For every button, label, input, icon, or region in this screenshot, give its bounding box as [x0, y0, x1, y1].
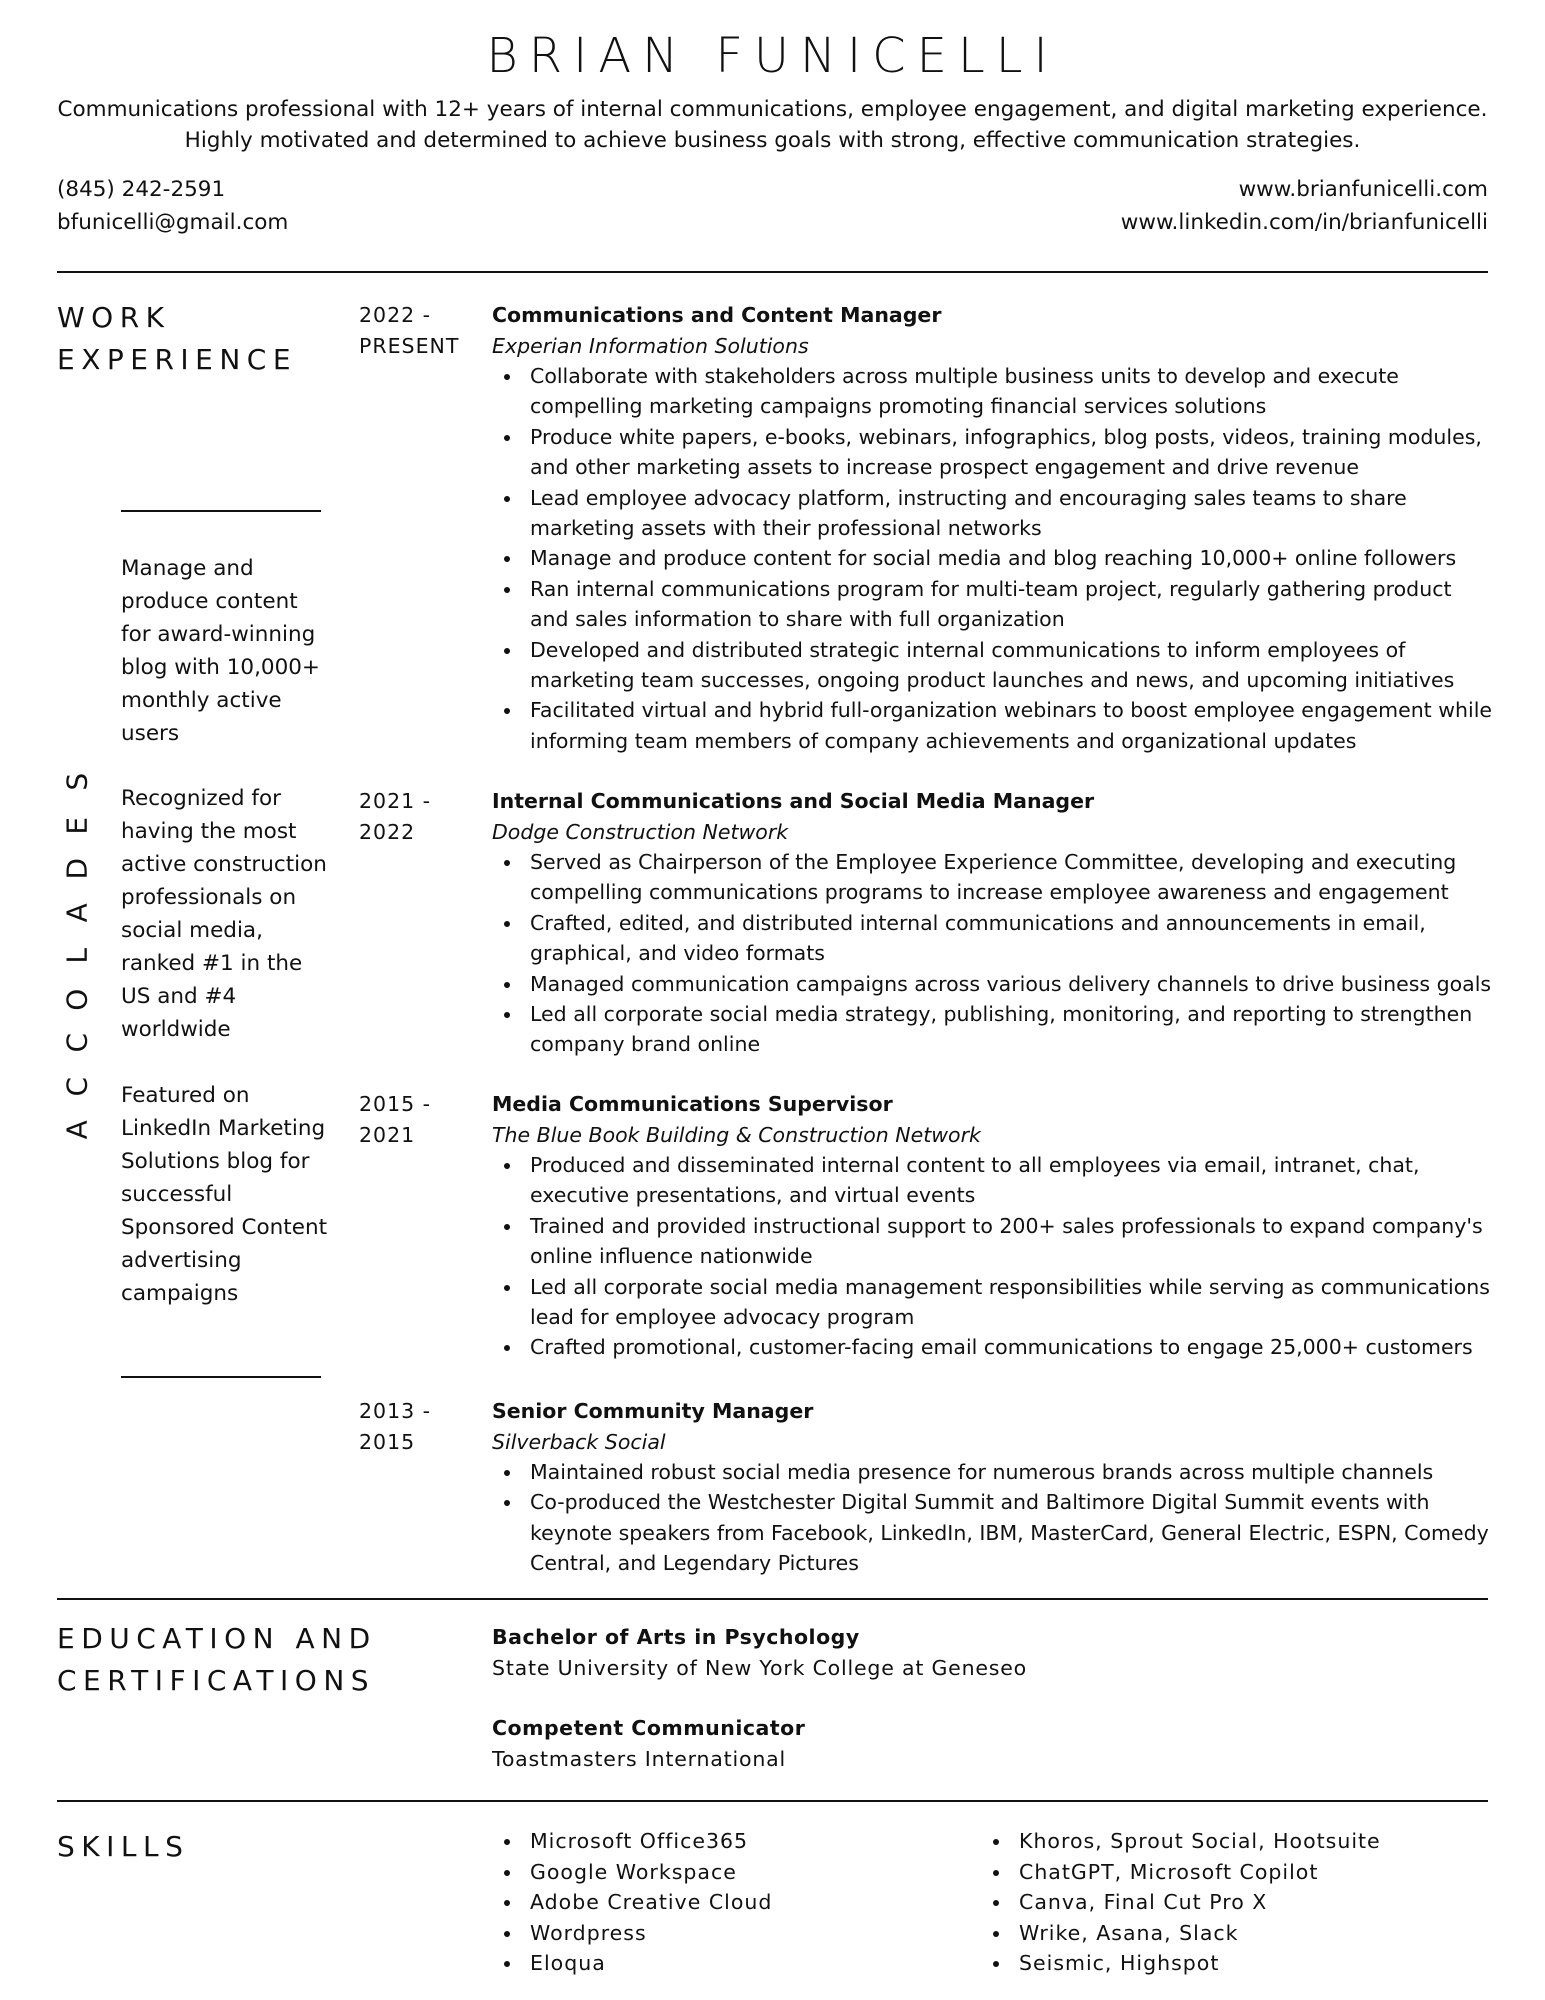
skill-item: Wordpress [530, 1918, 772, 1949]
job-bullet: Crafted, edited, and distributed internal communications and announcements in email, graphical, and video formats [530, 908, 1492, 969]
contact-right [1121, 173, 1488, 239]
job-bullets [492, 361, 1492, 756]
job-bullet: Developed and distributed strategic internal communications to inform employees of marketing team successes, ongoing product launches and news, and upcoming initiatives [530, 635, 1492, 696]
accolades-top-rule [121, 510, 321, 512]
skill-item: ChatGPT, Microsoft Copilot [1019, 1857, 1381, 1888]
skill-item: Eloqua [530, 1948, 772, 1979]
skill-item: Wrike, Asana, Slack [1019, 1918, 1381, 1949]
education-heading [57, 1618, 377, 1702]
website-link: www.brianfunicelli.com [1238, 177, 1488, 202]
work-experience-heading [57, 297, 297, 381]
job-bullet: Produced and disseminated internal content to all employees via email, intranet, chat, executive presentations, and virtual events [530, 1150, 1492, 1211]
skill-item: Adobe Creative Cloud [530, 1887, 772, 1918]
degree-name: Competent Communicator [492, 1716, 806, 1740]
job-company: Dodge Construction Network [492, 820, 789, 844]
job-company: Silverback Social [492, 1430, 666, 1454]
candidate-name: BRIAN FUNICELLI [486, 28, 1059, 84]
education-item [492, 1622, 1392, 1683]
date-end: 2022 [359, 820, 416, 844]
section-divider [57, 271, 1488, 273]
job-bullet: Crafted promotional, customer-facing email communications to engage 25,000+ customers [530, 1332, 1492, 1362]
job-dates [359, 300, 459, 362]
job-bullets [492, 847, 1492, 1060]
job-bullet: Produce white papers, e-books, webinars, infographics, blog posts, videos, training modules, and other marketing assets to increase prospect engagement and drive revenue [530, 422, 1492, 483]
skill-item: Google Workspace [530, 1857, 772, 1888]
accolades-heading-letter: A [60, 902, 94, 922]
skills-column-1 [492, 1826, 772, 1979]
accolade-item: Manage and produce content for award-winning blog with 10,000+ monthly active users [121, 556, 320, 746]
accolades-heading-letter: C [60, 1076, 94, 1097]
date-end: 2015 [359, 1430, 416, 1454]
heading-line: CERTIFICATIONS [57, 1664, 376, 1697]
job-dates [359, 786, 431, 848]
job-title: Communications and Content Manager [492, 303, 942, 327]
job-bullet: Led all corporate social media strategy, publishing, monitoring, and reporting to strengthen company brand online [530, 999, 1492, 1060]
accolades-heading [60, 760, 94, 1152]
job-entry [492, 1396, 1492, 1579]
job-dates [359, 1089, 431, 1151]
school-name: State University of New York College at Geneseo [492, 1656, 1028, 1680]
date-start: 2021 - [359, 789, 432, 813]
accolades-heading-letter: D [60, 857, 94, 880]
date-start: 2013 - [359, 1399, 432, 1423]
accolades-heading-letter: E [60, 816, 94, 835]
summary-line: Communications professional with 12+ years of internal communications, employee engagement, and digital marketing experience. [57, 97, 1488, 122]
job-bullet: Trained and provided instructional support to 200+ sales professionals to expand company's online influence nationwide [530, 1211, 1492, 1272]
job-bullet: Ran internal communications program for multi-team project, regularly gathering product and sales information to share with full organization [530, 574, 1492, 635]
job-bullet: Facilitated virtual and hybrid full-organization webinars to boost employee engagement while informing team members of company achievements and organizational updates [530, 695, 1492, 756]
skill-item: Seismic, Highspot [1019, 1948, 1381, 1979]
date-end: 2021 [359, 1123, 416, 1147]
job-bullets [492, 1457, 1492, 1579]
heading-line: EDUCATION AND [57, 1622, 377, 1655]
education-item [492, 1713, 1392, 1774]
date-start: 2022 - [359, 303, 432, 327]
skills-column-2 [981, 1826, 1381, 1979]
job-entry [492, 300, 1492, 756]
linkedin-link: www.linkedin.com/in/brianfunicelli [1120, 210, 1488, 235]
job-company: The Blue Book Building & Construction Network [492, 1123, 981, 1147]
job-title: Senior Community Manager [492, 1399, 814, 1423]
job-entry [492, 1089, 1492, 1363]
job-bullet: Led all corporate social media management responsibilities while serving as communications lead for employee advocacy program [530, 1272, 1492, 1333]
contact-left [57, 173, 288, 239]
accolades-bottom-rule [121, 1376, 321, 1378]
job-bullets [492, 1150, 1492, 1363]
school-name: Toastmasters International [492, 1747, 786, 1771]
accolades-heading-letter: A [60, 1120, 94, 1140]
heading-line: WORK [57, 301, 171, 334]
job-entry [492, 786, 1492, 1060]
summary-line: Highly motivated and determined to achieve business goals with strong, effective communication strategies. [184, 128, 1361, 153]
email-address: bfunicelli@gmail.com [57, 210, 289, 235]
accolade-item: Recognized for having the most active construction professionals on social media, ranked #1 in the US and #4 worldwide [121, 786, 327, 1042]
job-title: Media Communications Supervisor [492, 1092, 893, 1116]
accolade-item: Featured on LinkedIn Marketing Solutions blog for successful Sponsored Content advertising campaigns [121, 1083, 328, 1306]
date-start: 2015 - [359, 1092, 432, 1116]
degree-name: Bachelor of Arts in Psychology [492, 1625, 860, 1649]
skill-item: Canva, Final Cut Pro X [1019, 1887, 1381, 1918]
job-bullet: Collaborate with stakeholders across multiple business units to develop and execute compelling marketing campaigns promoting financial services solutions [530, 361, 1492, 422]
job-bullet: Co-produced the Westchester Digital Summit and Baltimore Digital Summit events with keynote speakers from Facebook, LinkedIn, IBM, MasterCard, General Electric, ESPN, Comedy Central, and Legendary Pictures [530, 1487, 1492, 1578]
job-bullet: Manage and produce content for social media and blog reaching 10,000+ online followers [530, 543, 1492, 573]
skill-item: Khoros, Sprout Social, Hootsuite [1019, 1826, 1381, 1857]
accolades-heading-letter: S [60, 772, 94, 791]
heading-line: EXPERIENCE [57, 343, 298, 376]
professional-summary [40, 94, 1505, 156]
accolades-heading-letter: C [60, 1032, 94, 1053]
accolades-heading-letter: L [60, 947, 94, 964]
job-bullet: Managed communication campaigns across various delivery channels to drive business goals [530, 969, 1492, 999]
job-bullet: Lead employee advocacy platform, instructing and encouraging sales teams to share marketing assets with their professional networks [530, 483, 1492, 544]
job-dates [359, 1396, 431, 1458]
job-bullet: Maintained robust social media presence for numerous brands across multiple channels [530, 1457, 1492, 1487]
job-company: Experian Information Solutions [492, 334, 809, 358]
skill-item: Microsoft Office365 [530, 1826, 772, 1857]
job-title: Internal Communications and Social Media Manager [492, 789, 1095, 813]
section-divider [57, 1800, 1488, 1802]
accolades-heading-letter: O [60, 988, 94, 1011]
skills-heading: SKILLS [57, 1830, 190, 1863]
section-divider [57, 1598, 1488, 1600]
phone-number: (845) 242-2591 [57, 177, 226, 202]
job-bullet: Served as Chairperson of the Employee Experience Committee, developing and executing compelling communications programs to increase employee awareness and engagement [530, 847, 1492, 908]
date-end: PRESENT [359, 334, 460, 358]
